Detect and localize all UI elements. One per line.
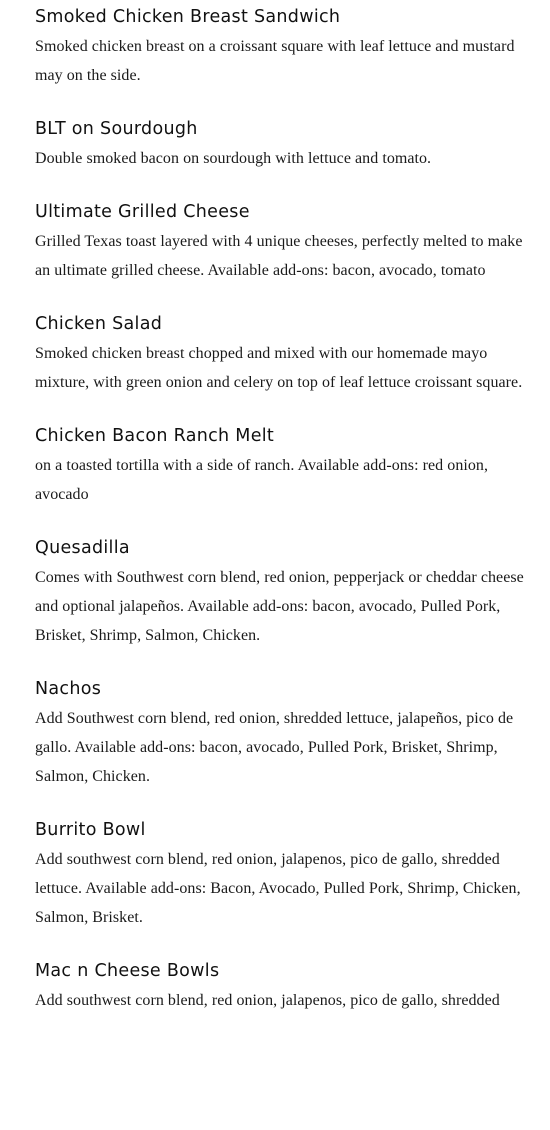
menu-item-title: Smoked Chicken Breast Sandwich <box>35 7 341 27</box>
menu-item-title: Chicken Salad <box>35 314 163 334</box>
menu-item-burrito-bowl <box>35 818 530 932</box>
menu-item-description: Grilled Texas toast layered with 4 unique cheeses, perfectly melted to make an ultimate grilled cheese. Available add-ons: bacon, avocado, tomato <box>35 233 523 279</box>
menu-item-title: Nachos <box>35 679 102 699</box>
menu-item-description: Add southwest corn blend, red onion, jalapenos, pico de gallo, shredded lettuce. Available add-ons: Bacon, Avocado, Pulled Pork, Shrimp, Chicken, Salmon, Brisket. <box>35 851 521 926</box>
menu-item-description: Add Southwest corn blend, red onion, shredded lettuce, jalapeños, pico de gallo. Available add-ons: bacon, avocado, Pulled Pork, Brisket, Shrimp, Salmon, Chicken. <box>35 710 514 785</box>
menu-item-title: Burrito Bowl <box>35 820 146 840</box>
menu-item-chicken-salad <box>35 312 530 397</box>
menu-item-description: Add southwest corn blend, red onion, jalapenos, pico de gallo, shredded <box>35 992 500 1009</box>
menu-item-description: Smoked chicken breast on a croissant square with leaf lettuce and mustard may on the side. <box>35 38 515 84</box>
menu-item-title: Mac n Cheese Bowls <box>35 961 220 981</box>
menu-item-description: Double smoked bacon on sourdough with lettuce and tomato. <box>35 150 432 167</box>
menu-item-chicken-bacon-ranch-melt <box>35 424 530 509</box>
menu-item-quesadilla <box>35 536 530 650</box>
menu-item-description: Comes with Southwest corn blend, red onion, pepperjack or cheddar cheese and optional jalapeños. Available add-ons: bacon, avocado, Pulled Pork, Brisket, Shrimp, Salmon, Chicken. <box>35 569 524 644</box>
menu-item-title: Quesadilla <box>35 538 130 558</box>
menu-item-smoked-chicken-breast-sandwich <box>35 5 530 90</box>
menu-item-blt-on-sourdough <box>35 117 530 173</box>
menu-item-title: BLT on Sourdough <box>35 119 198 139</box>
menu-item-ultimate-grilled-cheese <box>35 200 530 285</box>
menu-item-title: Chicken Bacon Ranch Melt <box>35 426 275 446</box>
menu-item-title: Ultimate Grilled Cheese <box>35 202 250 222</box>
menu-list <box>35 5 530 1042</box>
menu-item-description: on a toasted tortilla with a side of ranch. Available add-ons: red onion, avocado <box>35 457 489 503</box>
menu-item-mac-n-cheese-bowls <box>35 959 530 1015</box>
menu-item-nachos <box>35 677 530 791</box>
menu-item-description: Smoked chicken breast chopped and mixed with our homemade mayo mixture, with green onion and celery on top of leaf lettuce croissant square. <box>35 345 523 391</box>
